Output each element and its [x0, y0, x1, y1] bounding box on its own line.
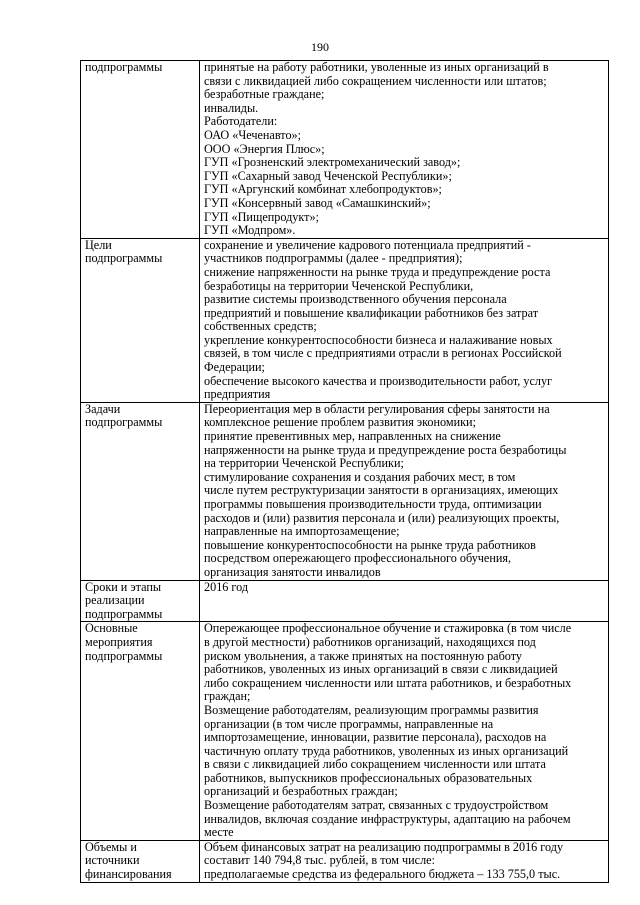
row-value-line: укрепление конкурентоспособности бизнеса и налаживание новых [204, 332, 553, 347]
row-value-line: снижение напряженности на рынке труда и предупреждение роста [204, 264, 551, 279]
row-value-line: на территории Чеченской Республики; [204, 456, 404, 471]
page-number: 190 [311, 40, 329, 54]
row-value-line: 2016 год [204, 579, 249, 594]
row-value-line: Возмещение работодателям, реализующим программы развития [204, 702, 539, 717]
row-value-line: Федерации; [204, 360, 265, 375]
row-label-cell [81, 580, 200, 622]
row-label-line: подпрограммы [85, 251, 163, 266]
row-value-line: месте [204, 825, 234, 840]
row-value-cell [200, 402, 609, 580]
row-value-line: Переориентация мер в области регулирования сферы занятости на [204, 401, 550, 416]
subprogram-passport-table [80, 60, 609, 883]
row-value-line: напряженности на рынке труда и предупреждение роста безработицы [204, 442, 567, 457]
row-value-cell [200, 580, 609, 622]
row-label-line: финансирования [85, 867, 172, 882]
table-row [81, 61, 609, 239]
row-value-line: ГУП «Пищепродукт»; [204, 209, 319, 224]
row-value-line: организаций и безработных граждан; [204, 784, 398, 799]
row-value-line: развитие системы производственного обучения персонала [204, 292, 507, 307]
row-value-line: в связи с ликвидацией либо сокращением численности или штата [204, 757, 546, 772]
row-label-line: Сроки и этапы [85, 579, 162, 594]
row-value-line: Объем финансовых затрат на реализацию подпрограммы в 2016 году [204, 839, 564, 854]
row-value-line: в другой местности) работников организаций, находящихся под [204, 634, 536, 649]
row-value-cell [200, 622, 609, 841]
row-value-line: ГУП «Грозненский электромеханический завод»; [204, 155, 461, 170]
row-value-line: организация занятости инвалидов [204, 564, 381, 579]
row-value-line: организации (в том числе программы, направленные на [204, 716, 494, 731]
row-label-cell [81, 238, 200, 402]
row-value-line: обеспечение высокого качества и производительности работ, услуг [204, 373, 553, 388]
table-row [81, 238, 609, 402]
row-value-line: ООО «Энергия Плюс»; [204, 141, 325, 156]
row-value-line: участников подпрограммы (далее - предприятия); [204, 251, 463, 266]
row-label-line: Задачи [85, 401, 121, 416]
row-value-cell [200, 238, 609, 402]
row-value-line: либо сокращением численности или штата работников, и безработных [204, 675, 572, 690]
row-label-line: подпрограммы [85, 606, 163, 621]
row-value-line: предприятия [204, 387, 271, 402]
row-label-line: Основные [85, 621, 138, 636]
row-value-line: ГУП «Модпром». [204, 223, 296, 238]
row-value-line: принятие превентивных мер, направленных на снижение [204, 429, 501, 444]
row-value-line: Работодатели: [204, 114, 278, 129]
row-value-line: граждан; [204, 689, 251, 704]
table-row [81, 580, 609, 622]
row-value-line: направленные на импортозамещение; [204, 524, 400, 539]
row-label-line: подпрограммы [85, 648, 163, 663]
row-value-line: комплексное решение проблем развития экономики; [204, 415, 476, 430]
row-value-line: предполагаемые средства из федерального бюджета – 133 755,0 тыс. [204, 867, 561, 882]
row-value-line: расходов и (или) развития персонала и (или) реализующих проекты, [204, 510, 560, 525]
row-value-line: собственных средств; [204, 319, 317, 334]
table-row [81, 402, 609, 580]
row-value-line: программы повышения производительности труда, оптимизации [204, 497, 542, 511]
row-value-line: Возмещение работодателям затрат, связанных с трудоустройством [204, 798, 549, 813]
row-value-line: ОАО «Чеченавто»; [204, 127, 302, 142]
row-value-line: инвалидов, включая создание инфраструктуры, адаптацию на рабочем [204, 811, 571, 826]
row-value-line: безработные граждане; [204, 87, 325, 102]
row-label-cell [81, 61, 200, 239]
table-row [81, 622, 609, 841]
row-value-line: ГУП «Аргунский комбинат хлебопродуктов»; [204, 182, 442, 197]
row-value-line: импортозамещение, инновации, развитие персонала), расходов на [204, 730, 547, 745]
row-value-line: числе путем реструктуризации занятости в организациях, имеющих [204, 483, 559, 498]
table-body [81, 61, 609, 883]
row-label-line: Объемы и [85, 839, 137, 854]
row-value-line: инвалиды. [204, 100, 259, 115]
row-value-line: работников, выпускников профессиональных образовательных [204, 770, 533, 785]
row-value-line: стимулирование сохранения и создания рабочих мест, в том [204, 469, 516, 484]
row-value-line: составит 140 794,8 тыс. рублей, в том числе: [204, 853, 435, 868]
row-value-line: посредством опережающего профессионального обучения, [204, 551, 512, 566]
row-value-line: связи с ликвидацией либо сокращением численности или штатов; [204, 73, 547, 88]
row-label-cell [81, 622, 200, 841]
row-value-cell [200, 840, 609, 882]
row-value-line: ГУП «Сахарный завод Чеченской Республики»; [204, 168, 452, 183]
row-value-line: безработицы на территории Чеченской Республики, [204, 278, 474, 293]
row-label-line: подпрограммы [85, 415, 163, 430]
table-row [81, 840, 609, 882]
row-value-line: ГУП «Консервный завод «Самашкинский»; [204, 195, 431, 210]
row-value-line: Опережающее профессиональное обучение и стажировка (в том числе [204, 621, 572, 636]
row-value-line: связей, в том числе с предприятиями отрасли в регионах Российской [204, 346, 562, 361]
row-label-cell [81, 402, 200, 580]
row-value-line: повышение конкурентоспособности на рынке труда работников [204, 537, 536, 552]
row-value-line: работников, уволенных из иных организаций в связи с ликвидацией [204, 662, 558, 677]
row-label-line: источники [85, 853, 140, 868]
row-label-line: мероприятия [85, 634, 153, 649]
row-value-line: предприятий и повышение квалификации работников без затрат [204, 305, 539, 320]
row-label-line: реализации [85, 593, 145, 608]
row-value-line: риском увольнения, а также принятых на постоянную работу [204, 648, 522, 663]
row-value-cell [200, 61, 609, 239]
row-value-line: частичную оплату труда работников, уволенных из иных организаций [204, 743, 569, 758]
row-label-line: подпрограммы [85, 60, 163, 74]
row-label-line: Цели [85, 237, 112, 252]
row-value-line: принятые на работу работники, уволенные из иных организаций в [204, 60, 549, 74]
row-label-cell [81, 840, 200, 882]
row-value-line: сохранение и увеличение кадрового потенциала предприятий - [204, 237, 531, 252]
